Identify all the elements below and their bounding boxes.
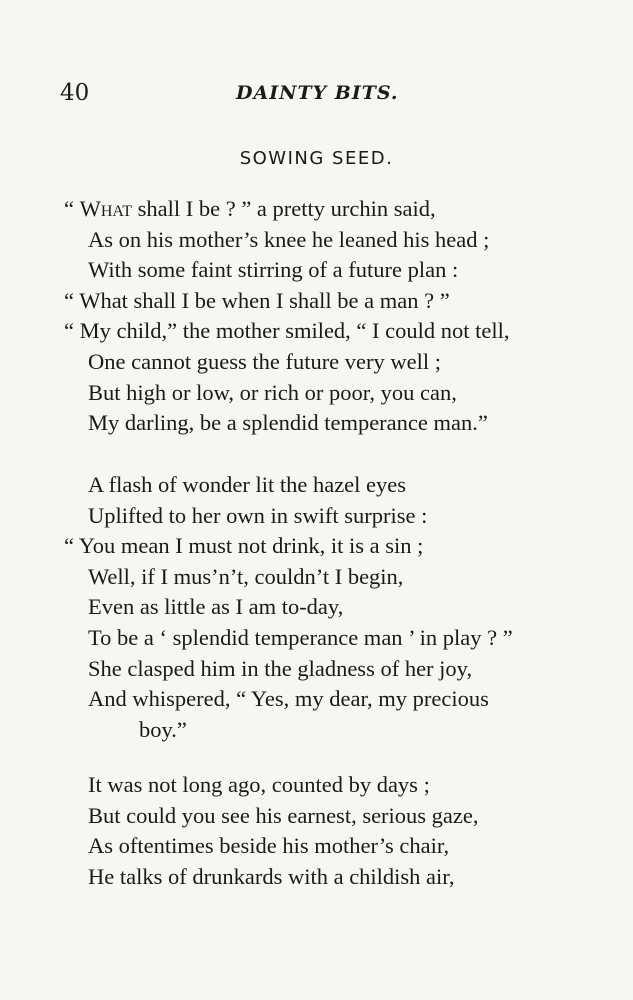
- poem-line: He talks of drunkards with a childish air,: [88, 863, 455, 889]
- line-text: shall I be ? ” a pretty urchin said,: [131, 196, 436, 221]
- poem-line: A flash of wonder lit the hazel eyes: [88, 472, 407, 497]
- page-number: 40: [60, 80, 90, 106]
- page-header: [0, 80, 633, 114]
- poem-title: SOWING SEED.: [239, 148, 394, 169]
- poem-line: But could you see his earnest, serious gaze,: [88, 802, 479, 828]
- poem-line: One cannot guess the future very well ;: [88, 348, 442, 374]
- poem-line: “ You mean I must not drink, it is a sin ;: [64, 533, 424, 559]
- open-quote: “: [64, 196, 80, 221]
- poem-line: It was not long ago, counted by days ;: [88, 772, 430, 797]
- poem-line: Well, if I mus’n’t, couldn’t I begin,: [88, 563, 404, 589]
- poem-line: And whispered, “ Yes, my dear, my precious: [88, 686, 489, 712]
- poem-line: To be a ‘ splendid temperance man ’ in play ? ”: [88, 624, 513, 650]
- poem-line: “ What shall I be when I shall be a man ? ”: [64, 287, 450, 313]
- poem-line: She clasped him in the gladness of her joy,: [88, 655, 473, 681]
- small-caps-word: What: [79, 196, 132, 221]
- stanza-3: [0, 770, 633, 892]
- poem-line: [0, 194, 633, 225]
- poem-line: Even as little as I am to-day,: [88, 594, 344, 620]
- poem-line: As oftentimes beside his mother’s chair,: [88, 833, 450, 859]
- poem-line: But high or low, or rich or poor, you can,: [88, 379, 457, 405]
- poem-line: boy.”: [139, 716, 187, 742]
- poem-line: As on his mother’s knee he leaned his head ;: [88, 226, 490, 252]
- poem-line: My darling, be a splendid temperance man.”: [88, 410, 488, 436]
- poem-line: Uplifted to her own in swift surprise :: [88, 502, 428, 528]
- poem-line: With some faint stirring of a future plan :: [88, 257, 459, 283]
- running-title: DAINTY BITS.: [236, 82, 399, 104]
- poem-line: “ My child,” the mother smiled, “ I could not tell,: [64, 318, 510, 344]
- stanza-2: [0, 470, 633, 745]
- stanza-1: [0, 194, 633, 439]
